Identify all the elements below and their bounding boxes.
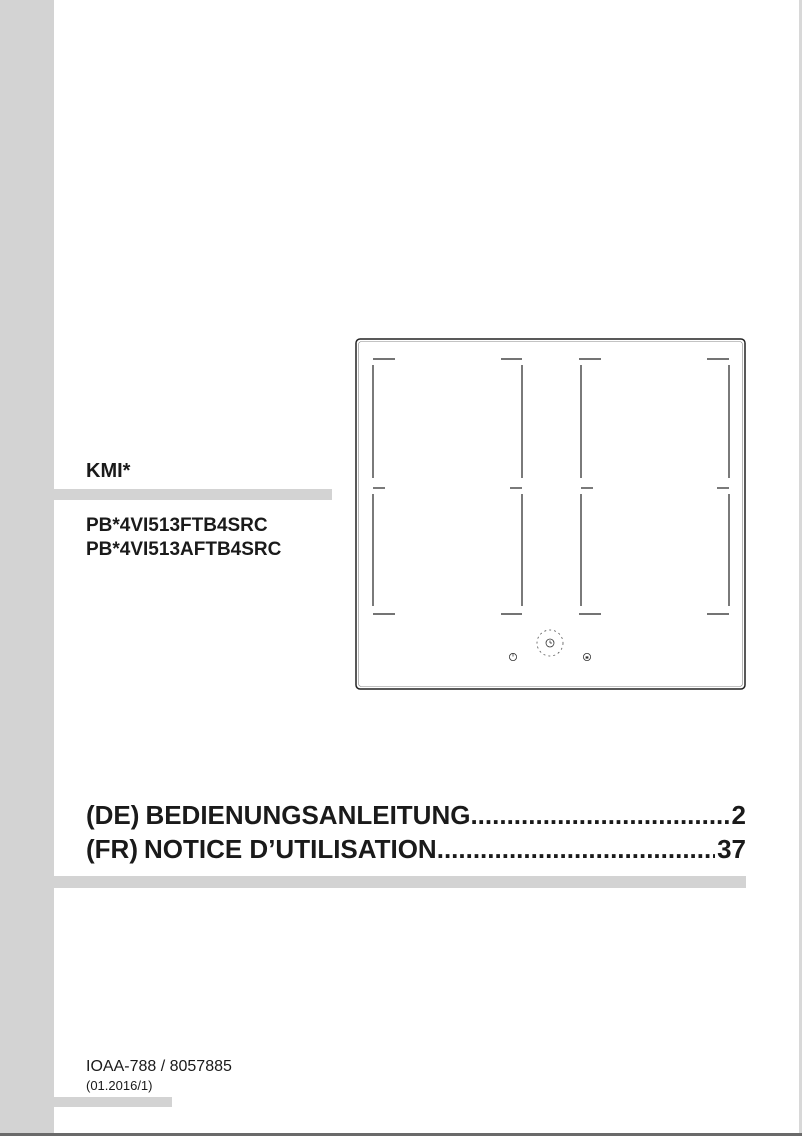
toc-language-code: (DE) bbox=[86, 800, 140, 830]
model-number: PB*4VI513AFTB4SRC bbox=[86, 539, 282, 560]
toc-page-number: 37 bbox=[717, 834, 746, 864]
brand-divider-bar bbox=[54, 489, 332, 500]
toc-page-number: 2 bbox=[731, 800, 746, 830]
toc-entry[interactable] bbox=[86, 834, 746, 868]
toc-title: BEDIENUNGSANLEITUNG bbox=[145, 800, 471, 830]
brand-name: KMI* bbox=[86, 460, 131, 482]
toc-divider-bar bbox=[54, 876, 746, 888]
document-date: (01.2016/1) bbox=[86, 1078, 153, 1093]
induction-hob-illustration bbox=[355, 338, 746, 690]
toc-title: NOTICE D’UTILISATION bbox=[143, 834, 437, 864]
table-of-contents bbox=[86, 800, 746, 868]
document-number: IOAA-788 / 8057885 bbox=[86, 1058, 232, 1075]
toc-language-code: (FR) bbox=[86, 834, 138, 864]
toc-dot-leader bbox=[437, 834, 715, 865]
document-divider-bar bbox=[54, 1097, 172, 1107]
toc-entry[interactable] bbox=[86, 800, 746, 834]
toc-dot-leader bbox=[470, 800, 729, 831]
model-list bbox=[86, 514, 281, 562]
left-grey-band bbox=[0, 0, 54, 1136]
model-number: PB*4VI513FTB4SRC bbox=[86, 515, 268, 536]
